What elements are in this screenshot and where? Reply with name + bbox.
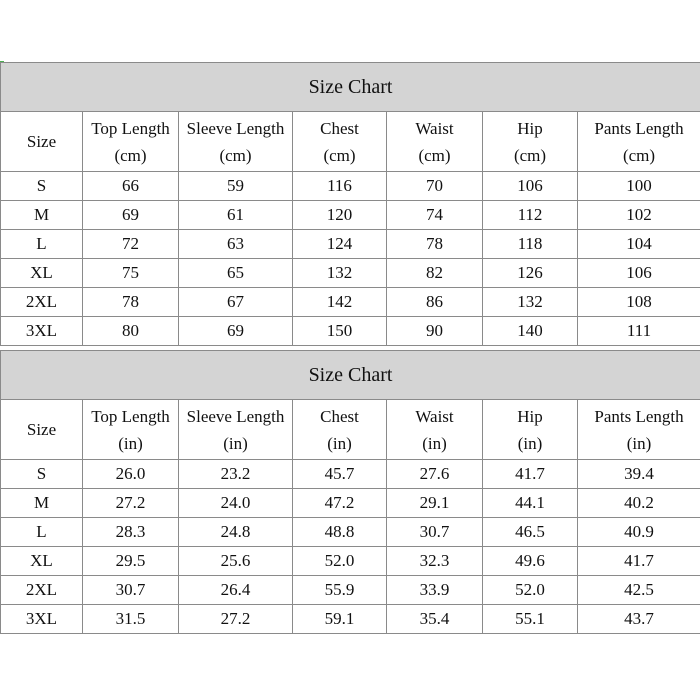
column-header-name: Chest [320,118,359,138]
measurement-cell: 142 [293,288,387,317]
measurement-cell: 48.8 [293,518,387,547]
size-cell: XL [1,547,83,576]
measurement-cell: 32.3 [387,547,483,576]
measurement-cell: 39.4 [578,460,700,489]
measurement-cell: 45.7 [293,460,387,489]
title-row [1,351,700,400]
measurement-cell: 106 [578,259,700,288]
measurement-cell: 28.3 [83,518,179,547]
measurement-cell: 23.2 [179,460,293,489]
measurement-cell: 59 [179,172,293,201]
column-header [83,112,179,172]
measurement-cell: 33.9 [387,576,483,605]
chart-title: Size Chart [1,351,700,400]
size-cell: S [1,172,83,201]
table-row [1,605,700,634]
size-cell: M [1,489,83,518]
column-header-unit: (cm) [323,145,356,165]
column-header-unit: (cm) [114,145,147,165]
column-header [483,400,578,460]
column-header [293,112,387,172]
measurement-cell: 27.2 [83,489,179,518]
column-header [483,112,578,172]
measurement-cell: 35.4 [387,605,483,634]
size-cell: M [1,201,83,230]
column-header [293,400,387,460]
column-header-unit: (in) [327,433,352,453]
measurement-cell: 25.6 [179,547,293,576]
column-header [179,112,293,172]
size-cell: S [1,460,83,489]
measurement-cell: 47.2 [293,489,387,518]
measurement-cell: 70 [387,172,483,201]
table-row [1,460,700,489]
measurement-cell: 116 [293,172,387,201]
column-header-unit: (in) [422,433,447,453]
measurement-cell: 42.5 [578,576,700,605]
chart-title: Size Chart [1,63,700,112]
measurement-cell: 80 [83,317,179,346]
measurement-cell: 55.1 [483,605,578,634]
column-header [387,400,483,460]
size-chart-in [0,350,700,634]
measurement-cell: 30.7 [387,518,483,547]
column-header-unit: (cm) [418,145,451,165]
column-header-unit: (in) [223,433,248,453]
table-row [1,317,700,346]
column-header-name: Chest [320,406,359,426]
column-header-unit: (in) [517,433,543,453]
measurement-cell: 111 [578,317,700,346]
measurement-cell: 27.2 [179,605,293,634]
size-chart-cm [0,62,700,346]
column-header-unit: (in) [118,433,143,453]
measurement-cell: 44.1 [483,489,578,518]
column-header-name: Sleeve Length [186,118,285,138]
measurement-cell: 78 [387,230,483,259]
measurement-cell: 69 [83,201,179,230]
measurement-cell: 132 [293,259,387,288]
table-row [1,489,700,518]
size-cell: 2XL [1,288,83,317]
measurement-cell: 120 [293,201,387,230]
measurement-cell: 52.0 [483,576,578,605]
column-header-name: Top Length [91,118,170,138]
measurement-cell: 24.8 [179,518,293,547]
measurement-cell: 29.1 [387,489,483,518]
measurement-cell: 69 [179,317,293,346]
column-header [179,400,293,460]
header-row [1,400,700,460]
column-header [1,112,83,172]
column-header-name: Sleeve Length [186,406,285,426]
table-row [1,288,700,317]
size-cell: 3XL [1,317,83,346]
measurement-cell: 78 [83,288,179,317]
measurement-cell: 61 [179,201,293,230]
measurement-cell: 59.1 [293,605,387,634]
measurement-cell: 55.9 [293,576,387,605]
measurement-cell: 108 [578,288,700,317]
measurement-cell: 82 [387,259,483,288]
column-header-name: Pants Length [594,406,684,426]
measurement-cell: 27.6 [387,460,483,489]
size-cell: XL [1,259,83,288]
measurement-cell: 75 [83,259,179,288]
measurement-cell: 104 [578,230,700,259]
measurement-cell: 41.7 [483,460,578,489]
measurement-cell: 124 [293,230,387,259]
column-header-name: Top Length [91,406,170,426]
column-header-name: Waist [415,118,454,138]
measurement-cell: 46.5 [483,518,578,547]
table-row [1,576,700,605]
measurement-cell: 118 [483,230,578,259]
column-header-unit: (cm) [219,145,252,165]
title-row [1,63,700,112]
measurement-cell: 63 [179,230,293,259]
measurement-cell: 65 [179,259,293,288]
size-cell: L [1,230,83,259]
measurement-cell: 132 [483,288,578,317]
column-header-name: Size [26,420,57,439]
table-row [1,172,700,201]
measurement-cell: 29.5 [83,547,179,576]
measurement-cell: 40.2 [578,489,700,518]
table-row [1,259,700,288]
measurement-cell: 140 [483,317,578,346]
header-row [1,112,700,172]
column-header [387,112,483,172]
measurement-cell: 112 [483,201,578,230]
column-header-unit: (cm) [622,145,656,165]
column-header-name: Waist [415,406,454,426]
size-cell: L [1,518,83,547]
measurement-cell: 26.0 [83,460,179,489]
column-header-unit: (in) [626,433,652,453]
column-header-name: Hip [517,406,543,426]
measurement-cell: 43.7 [578,605,700,634]
measurement-cell: 74 [387,201,483,230]
measurement-cell: 26.4 [179,576,293,605]
table-row [1,201,700,230]
measurement-cell: 66 [83,172,179,201]
measurement-cell: 106 [483,172,578,201]
table-row [1,518,700,547]
column-header-name: Size [26,132,57,151]
measurement-cell: 102 [578,201,700,230]
table-row [1,230,700,259]
measurement-cell: 72 [83,230,179,259]
measurement-cell: 41.7 [578,547,700,576]
measurement-cell: 150 [293,317,387,346]
measurement-cell: 126 [483,259,578,288]
measurement-cell: 86 [387,288,483,317]
column-header [578,112,700,172]
measurement-cell: 30.7 [83,576,179,605]
column-header [1,400,83,460]
measurement-cell: 49.6 [483,547,578,576]
column-header [83,400,179,460]
column-header [578,400,700,460]
column-header-unit: (cm) [513,145,547,165]
measurement-cell: 40.9 [578,518,700,547]
measurement-cell: 31.5 [83,605,179,634]
size-cell: 3XL [1,605,83,634]
measurement-cell: 67 [179,288,293,317]
column-header-name: Pants Length [594,118,684,138]
measurement-cell: 52.0 [293,547,387,576]
size-cell: 2XL [1,576,83,605]
measurement-cell: 100 [578,172,700,201]
measurement-cell: 24.0 [179,489,293,518]
measurement-cell: 90 [387,317,483,346]
column-header-name: Hip [517,118,543,138]
table-row [1,547,700,576]
